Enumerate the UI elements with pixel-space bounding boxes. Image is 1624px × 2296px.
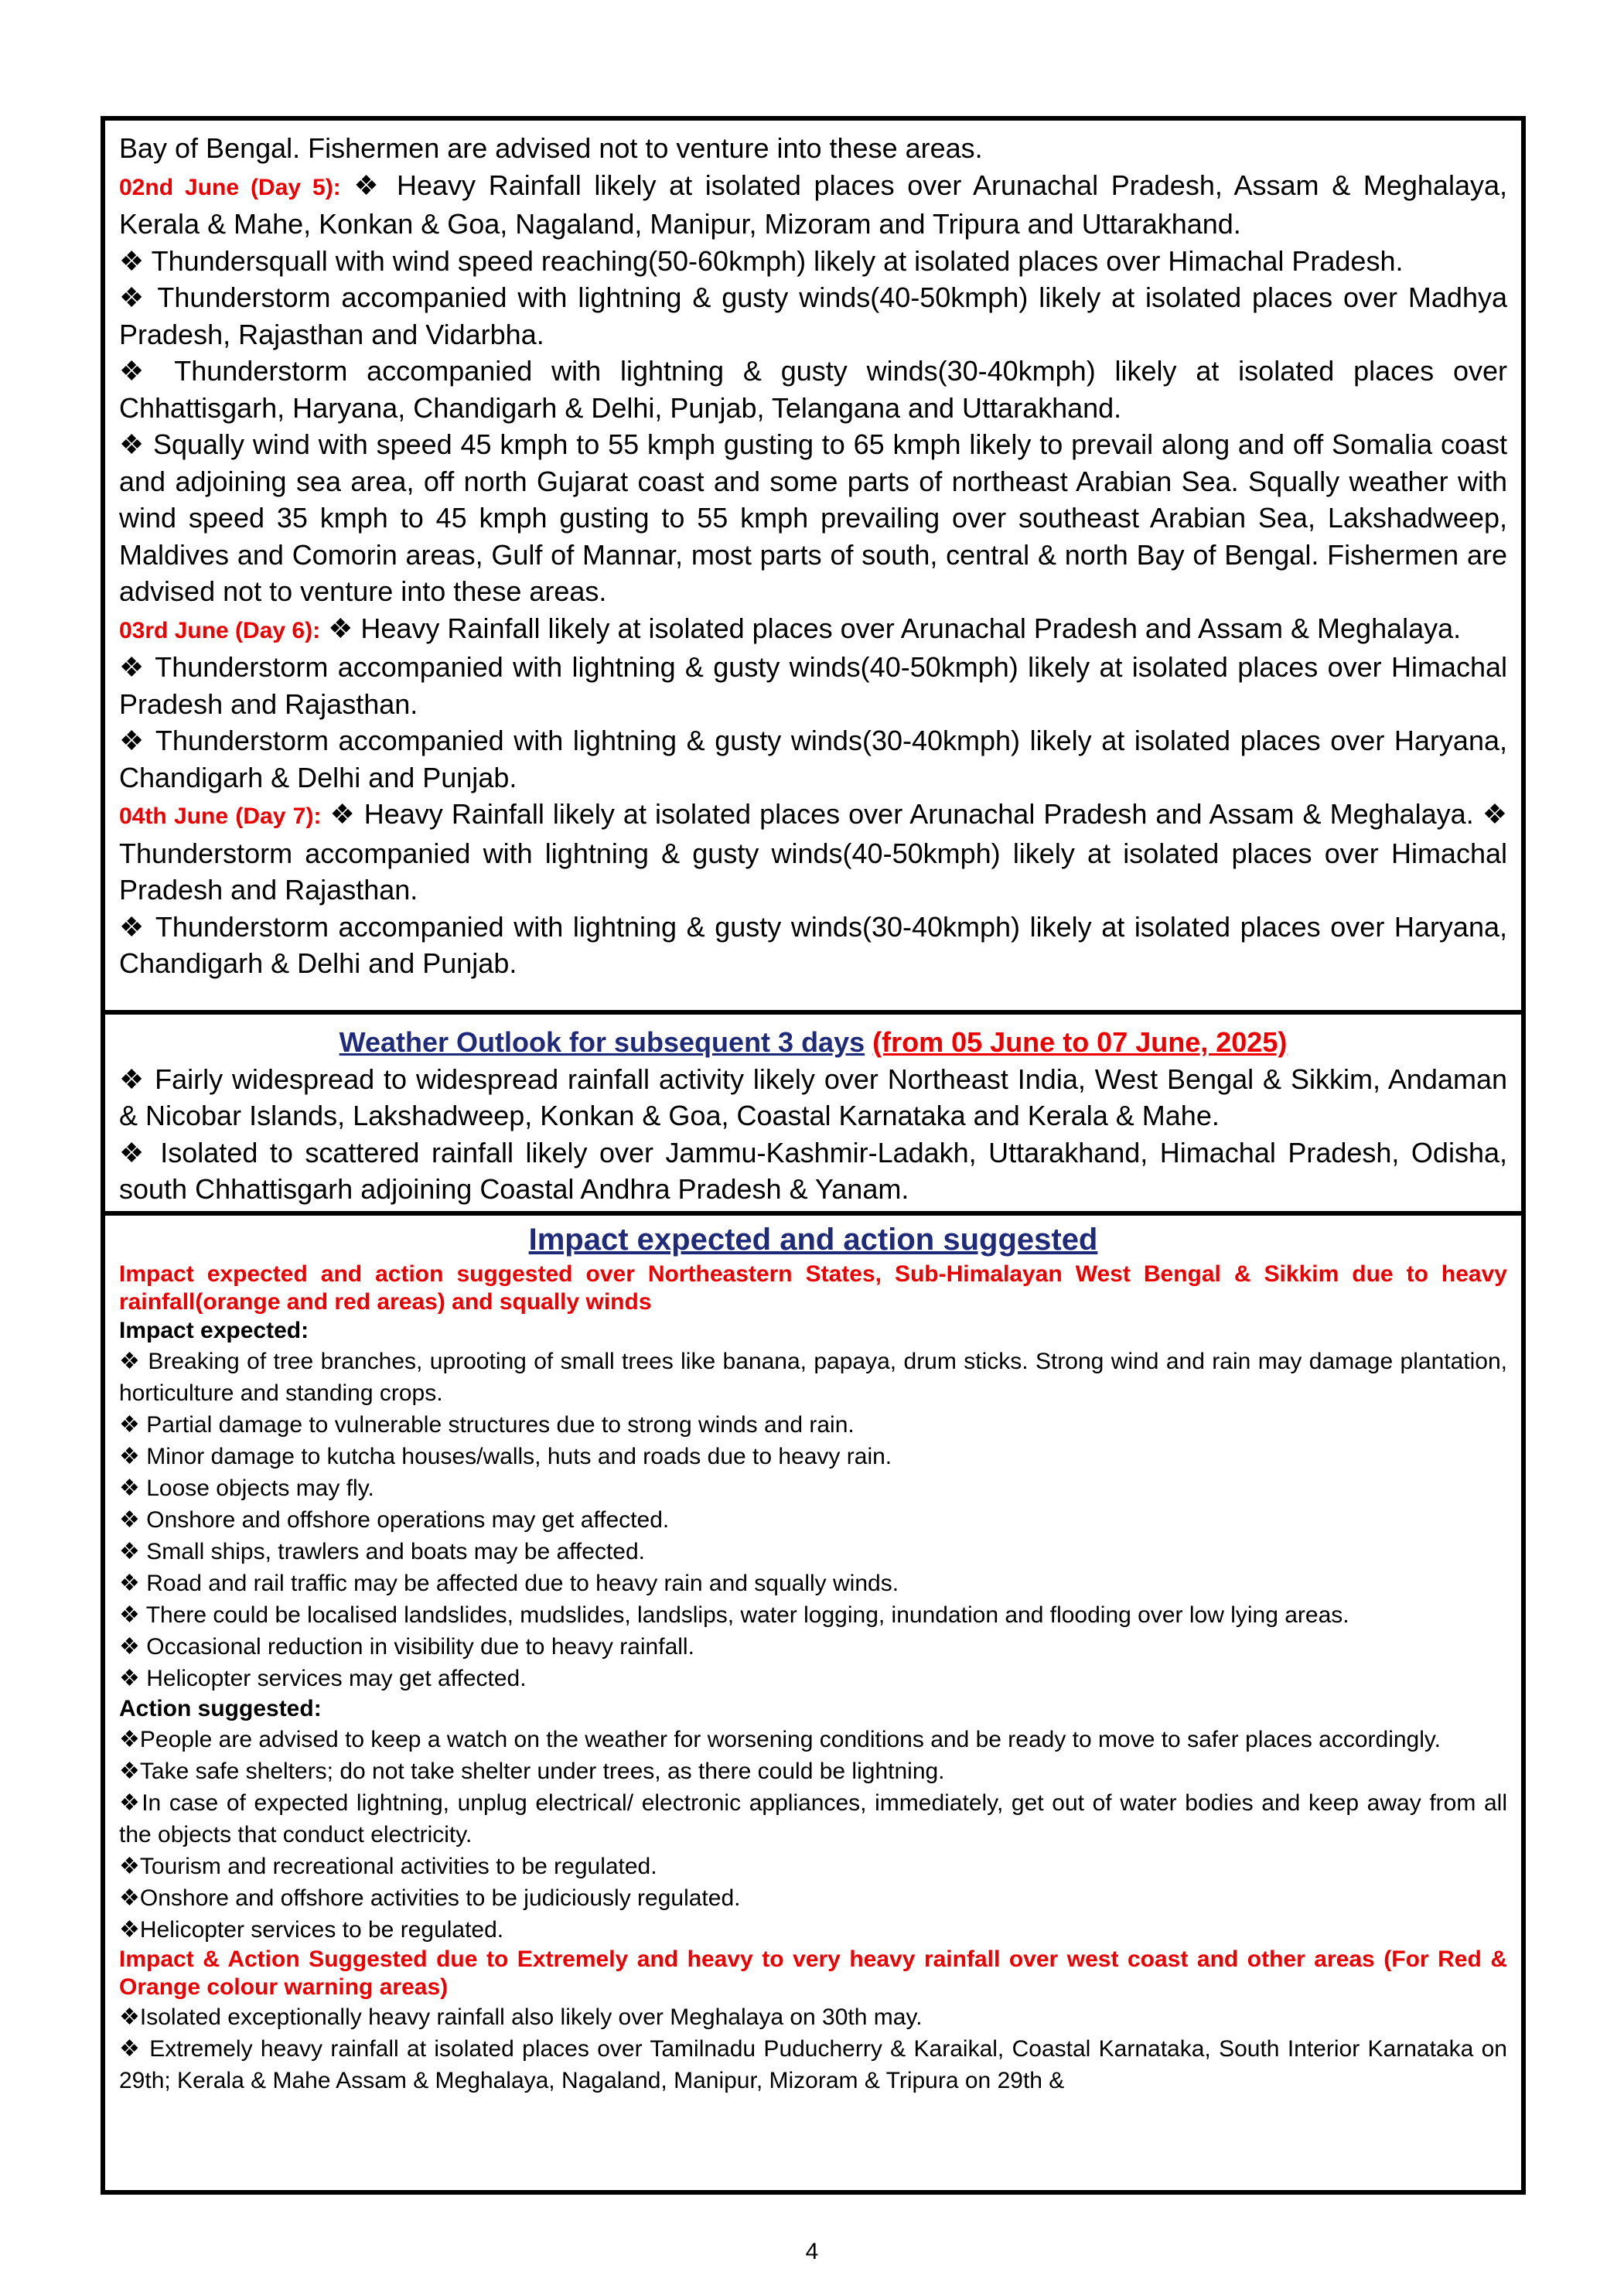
day5-thunderstorm-30-40: ❖ Thunderstorm accompanied with lightning & gusty winds(30-40kmph) likely at isolated places over Chhattisgarh, Haryana, Chandigarh & Delhi, Punjab, Telangana and Uttarakhand.: [119, 355, 1507, 424]
impact-item: ❖ Minor damage to kutcha houses/walls, huts and roads due to heavy rain.: [119, 1444, 892, 1469]
outlook-title-text: Weather Outlook for subsequent 3 days: [339, 1026, 865, 1058]
day5-label: 02nd June (Day 5):: [119, 174, 341, 200]
action-item: ❖Tourism and recreational activities to be regulated.: [119, 1854, 657, 1879]
extra-item-1: ❖Isolated exceptionally heavy rainfall also likely over Meghalaya on 30th may.: [119, 2004, 923, 2030]
impact-item: ❖ Small ships, trawlers and boats may be affected.: [119, 1539, 645, 1564]
impact-item: ❖ Onshore and offshore operations may get affected.: [119, 1507, 670, 1533]
day5-thundersquall: ❖ Thundersquall with wind speed reaching(50-60kmph) likely at isolated places over Himachal Pradesh.: [119, 244, 1404, 277]
impact-item: ❖ Helicopter services may get affected.: [119, 1666, 527, 1691]
bulletin-frame: [101, 116, 1526, 2195]
day5-squally-wind: ❖ Squally wind with speed 45 kmph to 55 kmph gusting to 65 kmph likely to prevail along and off Somalia coast and adjoining sea area, off north Gujarat coast and some parts of northeast Arabian Sea. Squally weather with wind speed 35 kmph to 45 kmph gusting to 55 kmph prevailing over southeast Arabian Sea, Lakshadweep, Maldives and Comorin areas, Gulf of Mannar, most parts of south, central & north Bay of Bengal. Fishermen are advised not to venture into these areas.: [119, 428, 1507, 607]
outlook-title-dates: (from 05 June to 07 June, 2025): [872, 1026, 1288, 1058]
impact-expected-label: Impact expected:: [119, 1318, 309, 1343]
weather-outlook-section: [105, 1010, 1521, 1211]
actions-list: [119, 1724, 1507, 1946]
forecast-days-section: [105, 121, 1521, 1010]
action-item: ❖Helicopter services to be regulated.: [119, 1917, 504, 1943]
intro-text: Bay of Bengal. Fishermen are advised not to venture into these areas.: [119, 132, 983, 164]
day6-thunderstorm-30-40: ❖ Thunderstorm accompanied with lightning & gusty winds(30-40kmph) likely at isolated places over Haryana, Chandigarh & Delhi and Punjab.: [119, 725, 1507, 793]
action-suggested-label: Action suggested:: [119, 1696, 322, 1721]
day7-label: 04th June (Day 7):: [119, 803, 322, 829]
page-number: 4: [805, 2239, 819, 2264]
day6-heavy-rain: [119, 610, 1507, 650]
impact-red-heading-2: Impact & Action Suggested due to Extremely and heavy to very heavy rainfall over west coast and other areas (For Red & Orange colour warning areas): [119, 1946, 1507, 2000]
outlook-title: [119, 1024, 1507, 1061]
day6-p1: ❖ Heavy Rainfall likely at isolated places over Arunachal Pradesh and Assam & Meghalaya.: [328, 612, 1462, 644]
day7-heavy-rain: [119, 796, 1507, 909]
outlook-p1: ❖ Fairly widespread to widespread rainfall activity likely over Northeast India, West Bengal & Sikkim, Andaman & Nicobar Islands, Lakshadweep, Konkan & Goa, Coastal Karnataka and Kerala & Mahe.: [119, 1063, 1507, 1131]
day6-thunderstorm-40-50: ❖ Thunderstorm accompanied with lightning & gusty winds(40-50kmph) likely at isolated places over Himachal Pradesh and Rajasthan.: [119, 651, 1507, 720]
impact-section: [105, 1211, 1521, 2190]
impact-item: ❖ Road and rail traffic may be affected due to heavy rain and squally winds.: [119, 1571, 899, 1596]
day5-heavy-rain: [119, 167, 1507, 243]
impact-item: ❖ Loose objects may fly.: [119, 1476, 374, 1501]
day7-p1: ❖ Heavy Rainfall likely at isolated places over Arunachal Pradesh and Assam & Meghalaya. ❖ Thunderstorm accompanied with lightning & gusty winds(40-50kmph) likely at isolated places over Himachal Pradesh and Rajasthan.: [119, 798, 1507, 906]
day7-thunderstorm-30-40: ❖ Thunderstorm accompanied with lightning & gusty winds(30-40kmph) likely at isolated places over Haryana, Chandigarh & Delhi and Punjab.: [119, 910, 1507, 979]
day6-label: 03rd June (Day 6):: [119, 617, 321, 643]
impact-title-text: Impact expected and action suggested: [528, 1223, 1098, 1257]
action-item: ❖Take safe shelters; do not take shelter under trees, as there could be lightning.: [119, 1759, 945, 1784]
action-item: ❖People are advised to keep a watch on the weather for worsening conditions and be ready to move to safer places accordingly.: [119, 1727, 1441, 1752]
impacts-list: [119, 1346, 1507, 1694]
impact-item: ❖ Partial damage to vulnerable structures due to strong winds and rain.: [119, 1412, 855, 1438]
day5-p1: ❖ Heavy Rainfall likely at isolated places over Arunachal Pradesh, Assam & Meghalaya, Kerala & Mahe, Konkan & Goa, Nagaland, Manipur, Mizoram and Tripura and Uttarakhand.: [119, 169, 1508, 240]
impact-title: [119, 1219, 1507, 1261]
extra-item-2: ❖ Extremely heavy rainfall at isolated places over Tamilnadu Puducherry & Karaikal, Coastal Karnataka, South Interior Karnataka on 29th; Kerala & Mahe Assam & Meghalaya, Nagaland, Manipur, Mizoram & Tripura on 29th &: [119, 2036, 1507, 2093]
action-item: ❖In case of expected lightning, unplug electrical/ electronic appliances, immediately, get out of water bodies and keep away from all the objects that conduct electricity.: [119, 1790, 1507, 1847]
impact-item: ❖ Occasional reduction in visibility due to heavy rainfall.: [119, 1634, 694, 1660]
action-item: ❖Onshore and offshore activities to be judiciously regulated.: [119, 1885, 741, 1911]
impact-item: ❖ There could be localised landslides, mudslides, landslips, water logging, inundation and flooding over low lying areas.: [119, 1602, 1349, 1628]
day5-thunderstorm-40-50: ❖ Thunderstorm accompanied with lightning & gusty winds(40-50kmph) likely at isolated places over Madhya Pradesh, Rajasthan and Vidarbha.: [119, 281, 1507, 350]
impact-red-heading: Impact expected and action suggested over Northeastern States, Sub-Himalayan West Bengal & Sikkim due to heavy rainfall(orange and red areas) and squally winds: [119, 1261, 1507, 1315]
outlook-p2: ❖ Isolated to scattered rainfall likely over Jammu-Kashmir-Ladakh, Uttarakhand, Himachal Pradesh, Odisha, south Chhattisgarh adjoining Coastal Andhra Pradesh & Yanam.: [119, 1136, 1507, 1205]
impact-item: ❖ Breaking of tree branches, uprooting of small trees like banana, papaya, drum sticks. Strong wind and rain may damage plantation, horticulture and standing crops.: [119, 1349, 1507, 1406]
